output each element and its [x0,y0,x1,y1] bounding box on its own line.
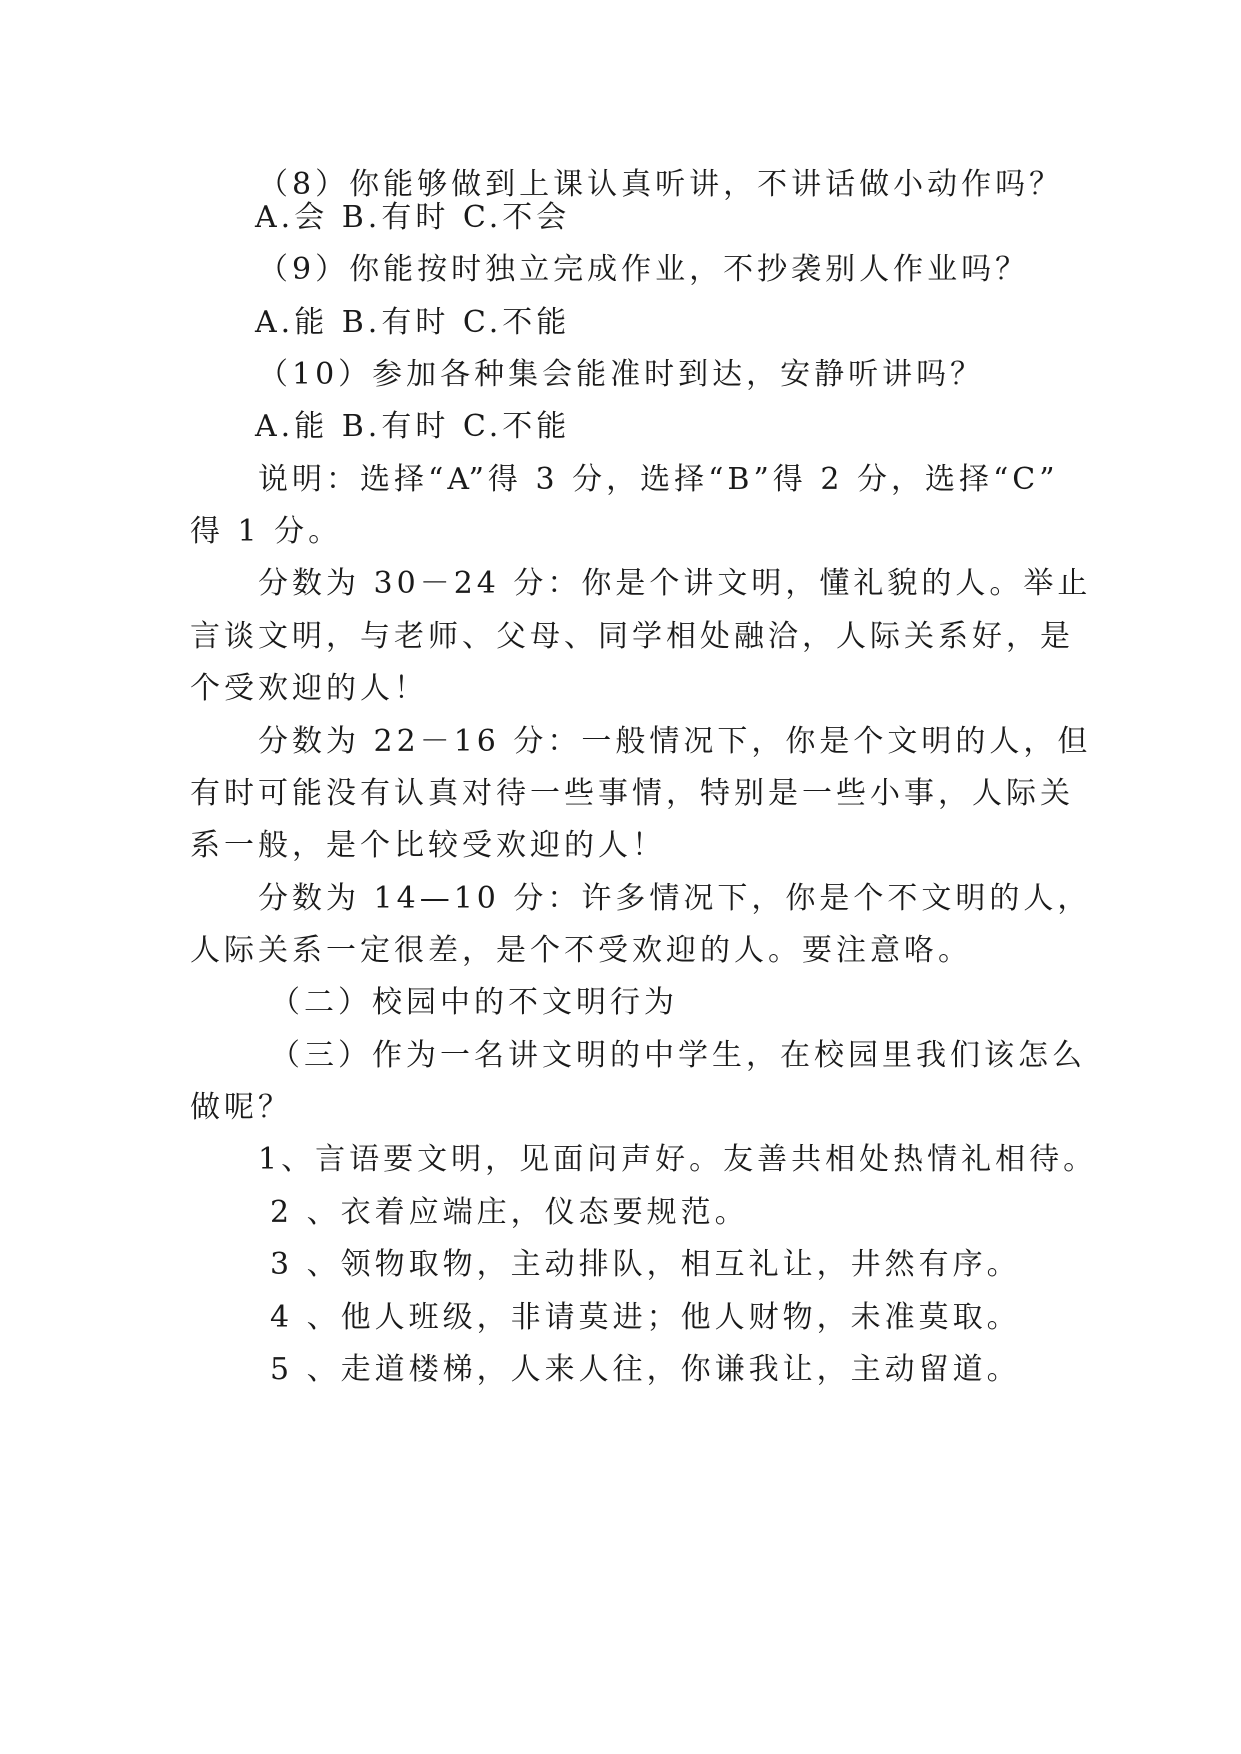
question-9: （9）你能按时独立完成作业，不抄袭别人作业吗？ [258,252,1030,287]
section-3-heading-line-1: （三）作为一名讲文明的中学生，在校园里我们该怎么 [270,1038,1086,1073]
question-8-options: A.会 B.有时 C.不会 [255,200,571,235]
list-item-2: 2 、衣着应端庄，仪态要规范。 [270,1195,749,1230]
question-9-options: A.能 B.有时 C.不能 [255,305,571,340]
section-3-heading-line-2: 做呢？ [190,1090,292,1125]
result-mid-line-1: 分数为 22－16 分：一般情况下，你是个文明的人，但 [258,724,1092,759]
list-item-3: 3 、领物取物，主动排队，相互礼让，井然有序。 [270,1247,1021,1282]
section-2-heading: （二）校园中的不文明行为 [270,985,678,1020]
question-8: （8）你能够做到上课认真听讲，不讲话做小动作吗？ [258,167,1064,202]
question-10: （10）参加各种集会能准时到达，安静听讲吗？ [258,357,985,392]
list-item-4: 4 、他人班级，非请莫进；他人财物，未准莫取。 [270,1300,1021,1335]
result-mid-line-2: 有时可能没有认真对待一些事情，特别是一些小事，人际关 [190,776,1074,811]
result-high-line-3: 个受欢迎的人！ [190,671,428,706]
scoring-note-line-1: 说明：选择“A”得 3 分，选择“B”得 2 分，选择“C” [258,462,1059,497]
list-item-5: 5 、走道楼梯，人来人往，你谦我让，主动留道。 [270,1352,1021,1387]
result-high-line-1: 分数为 30－24 分：你是个讲文明，懂礼貌的人。举止 [258,566,1092,601]
result-low-line-2: 人际关系一定很差，是个不受欢迎的人。要注意咯。 [190,933,972,968]
result-high-line-2: 言谈文明，与老师、父母、同学相处融洽，人际关系好，是 [190,619,1074,654]
result-mid-line-3: 系一般，是个比较受欢迎的人！ [190,828,666,863]
scoring-note-line-2: 得 1 分。 [190,514,343,549]
list-item-1: 1、言语要文明，见面问声好。友善共相处热情礼相待。 [258,1142,1098,1177]
result-low-line-1: 分数为 14—10 分：许多情况下，你是个不文明的人， [258,881,1092,916]
question-10-options: A.能 B.有时 C.不能 [255,409,571,444]
